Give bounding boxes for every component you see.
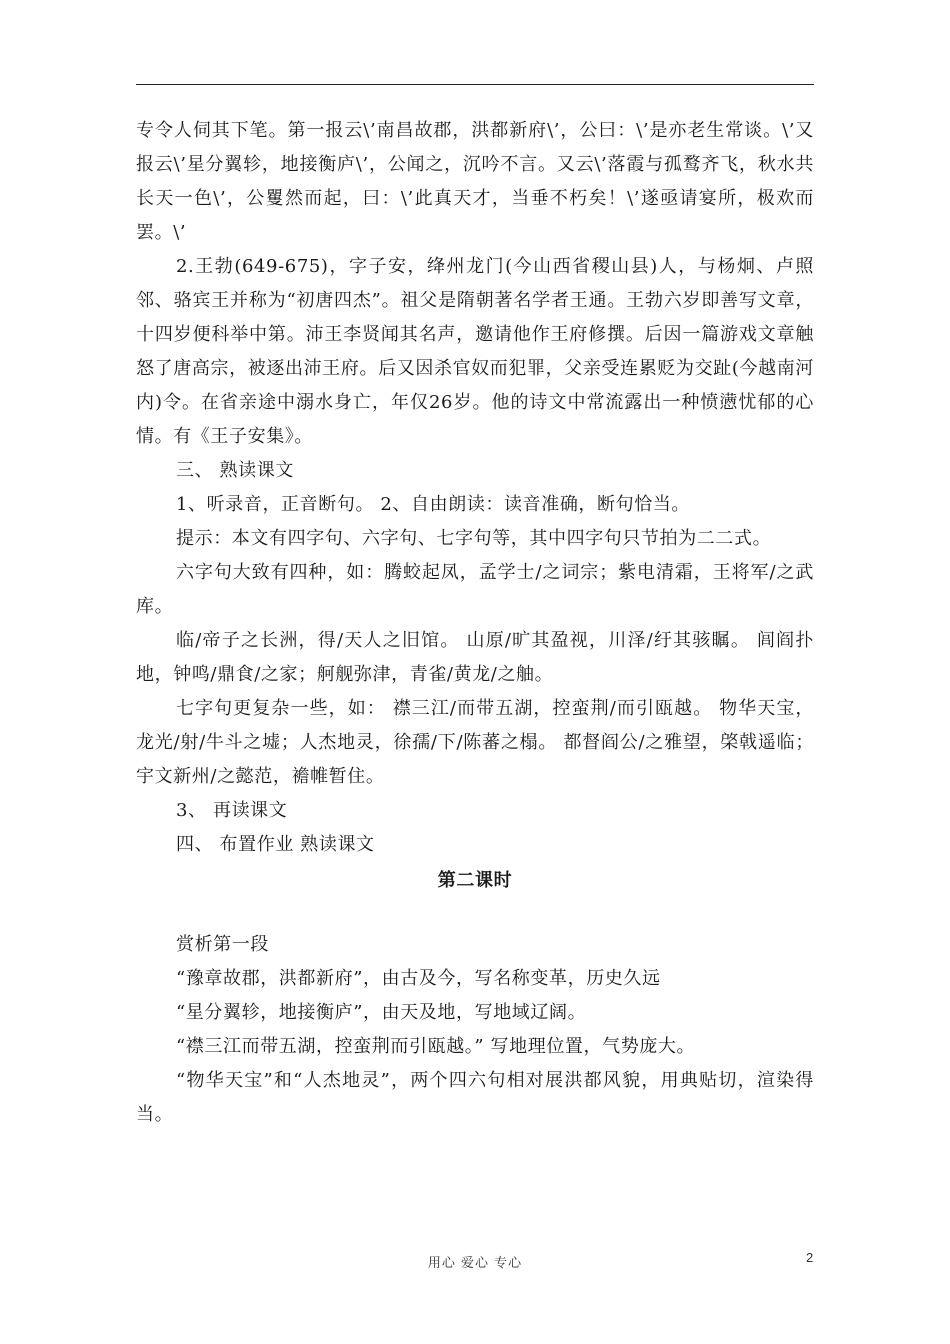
paragraph-six-char-examples: 临/帝子之长洲，得/天人之旧馆。 山原/旷其盈视，川泽/纡其骇瞩。 闾阎扑地，钟鸣/鼎食/之家；舸舰弥津，青雀/黄龙/之舳。 <box>136 630 814 685</box>
paragraph-wang-bo-bio: 2.王勃(649-675)，字子安，绛州龙门(今山西省稷山县)人，与杨炯、卢照邻、骆宾王并称为“初唐四杰”。祖父是隋朝著名学者王通。王勃六岁即善写文章，十四岁便科举中第。沛王李贤闻其名声，邀请他作王府修撰。后因一篇游戏文章触怒了唐高宗，被逐出沛王府。后又因杀官奴而犯罪，父亲受连累贬为交趾(今越南河内)令。在省亲途中溺水身亡，年仅26岁。他的诗文中常流露出一种愤懑忧郁的心情。有《王子安集》。 <box>136 256 814 447</box>
paragraph-analysis-1: “豫章故郡，洪都新府”，由古及今，写名称变革，历史久远 <box>176 968 661 989</box>
paragraph-story-continued: 专令人伺其下笔。第一报云\’南昌故郡，洪都新府\’，公曰：\’是亦老生常谈。\’又报云\’星分翼轸，地接衡庐\’，公闻之，沉吟不言。又云\’落霞与孤鹜齐飞，秋水共长天一色\’，公矍然而起，曰：\’此真天才，当垂不朽矣！\’遂亟请宴所，极欢而罢。\’ <box>136 120 814 243</box>
paragraph-analysis-4: “物华天宝”和“人杰地灵”，两个四六句相对展洪都风貌，用典贴切，渲染得当。 <box>136 1070 814 1125</box>
paragraph-analysis-title: 赏析第一段 <box>176 934 269 955</box>
paragraph-homework: 四、 布置作业 熟读课文 <box>176 834 375 855</box>
paragraph-hint: 提示：本文有四字句、六字句、七字句等，其中四字句只节拍为二二式。 <box>176 528 772 549</box>
page-body <box>136 114 814 1132</box>
paragraph-step-1-2: 1、听录音，正音断句。 2、自由朗读：读音准确，断句恰当。 <box>176 494 691 515</box>
paragraph-analysis-3: “襟三江而带五湖，控蛮荆而引瓯越。” 写地理位置，气势庞大。 <box>176 1036 696 1057</box>
paragraph-seven-char: 七字句更复杂一些，如： 襟三江/而带五湖，控蛮荆/而引瓯越。 物华天宝，龙光/射/牛斗之墟；人杰地灵，徐孺/下/陈蕃之榻。 都督阎公/之雅望，棨戟遥临；宇文新州/之懿范，襜帷暂住。 <box>136 698 814 787</box>
header-rule <box>136 84 814 85</box>
section-heading-read-text: 三、 熟读课文 <box>176 460 294 481</box>
paragraph-step-3: 3、 再读课文 <box>176 800 288 821</box>
section-title-second-lesson: 第二课时 <box>437 870 513 891</box>
page-footer: 用心 爱心 专心 <box>427 1256 523 1271</box>
page-number: 2 <box>806 1250 814 1265</box>
paragraph-six-char: 六字句大致有四种，如：腾蛟起凤，孟学士/之词宗；紫电清霜，王将军/之武库。 <box>136 562 814 617</box>
paragraph-analysis-2: “星分翼轸，地接衡庐”，由天及地，写地域辽阔。 <box>176 1002 587 1023</box>
